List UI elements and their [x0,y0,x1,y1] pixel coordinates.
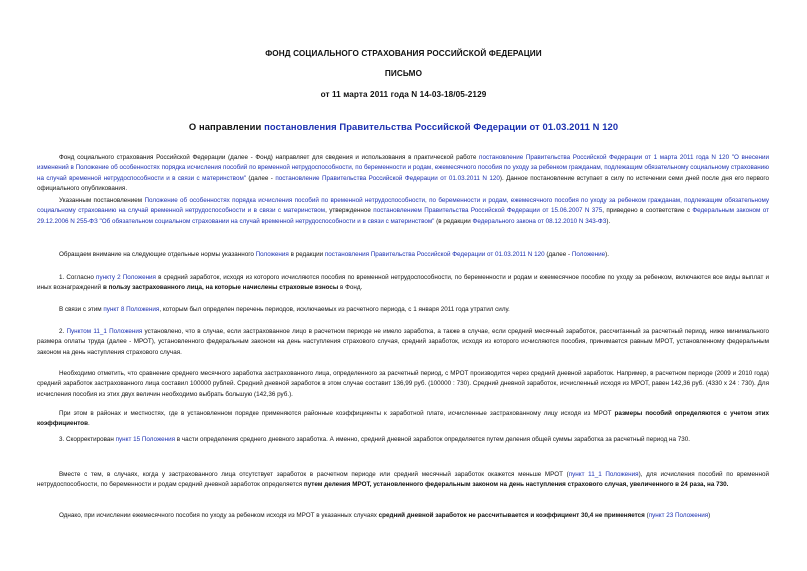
paragraph-text: ). [605,251,610,258]
paragraph-item-2-example [37,369,769,400]
paragraph-text: В связи с этим [59,306,104,313]
document-link[interactable]: Положение об особенностях порядка исчисления пособий по временной нетрудоспособности, по беременности и родам, ежемесячного пособия по уходу за ребенком гражданам, подлежащим обязательному социальному страхованию на случай временной нетрудоспособности и в связи с материнством [37,197,769,215]
paragraph-item-2-coefficients [37,409,769,430]
document-subject [0,121,807,132]
paragraph-text: Указанным постановлением [59,197,145,204]
emphasized-text: путем деления МРОТ, установленного федеральным законом на день наступления страхового случая, увеличенного в 24 раза, на 730. [303,481,729,489]
document-link[interactable]: пункт 8 Положения [103,306,160,313]
document-link[interactable]: Пунктом 11_1 Положения [66,328,143,335]
paragraph-text: в средний заработок, исходя из которого исчисляются пособия по временной нетрудоспособности, по беременности и родам и ежемесячное пособие по уходу за ребенком, включаются все виды выплат и иных вознаграждений [37,274,770,292]
paragraph-text: ). Данное постановление вступает в силу по истечении семи дней после дня его первого официального опубликования. [37,174,770,193]
organization-title: ФОНД СОЦИАЛЬНОГО СТРАХОВАНИЯ РОССИЙСКОЙ ФЕДЕРАЦИИ [265,49,542,58]
paragraph-text: в редакции [288,251,325,258]
paragraph-item-2 [37,327,769,358]
paragraph-text: ) [708,512,711,519]
emphasized-text: в пользу застрахованного лица, на которые начислены страховые взносы [102,284,339,292]
paragraph-regulation [37,196,769,227]
paragraph-text: ). [606,217,611,225]
emphasized-text: размеры пособий определяются с учетом этих коэффициентов [37,410,769,428]
paragraph-text: Необходимо отметить, что сравнение среднего месячного заработка застрахованного лица, определенного за расчетный период, с МРОТ производится через средний дневной заработок. Например, в расчетном периоде (2009 и 2010 года) средний заработок застрахованного лица составил 100000 рублей. Средний дневной заработок в этом случае составит 136,99 руб. (100000 : 730). Средний дневной заработок, исчисленный исходя из МРОТ, равен 142,36 руб. (4330 x 24 : 730). Для исчисления пособия из этих двух величин необходимо выбрать большую (142,36 руб.). [37,370,769,398]
paragraph-intro [37,153,769,195]
paragraph-item-3-childcare [37,511,769,521]
paragraph-text: (далее - [544,251,572,258]
paragraph-text: . [87,420,90,428]
paragraph-text: При этом в районах и местностях, где в установленном порядке применяются районные коэффициенты к заработной плате, исчисленные застрахованному лицу исходя из МРОТ [59,410,615,417]
paragraph-item-1 [37,273,769,294]
paragraph-item-3-mrot [37,470,769,491]
paragraph-text: ( [644,512,649,519]
paragraph-text: 1. Согласно [59,274,97,281]
document-link[interactable]: пункт 15 Положения [115,436,176,443]
paragraph-text: 3. Скорректирован [59,436,116,443]
document-link[interactable]: Федерального закона от 08.12.2010 N 343-ФЗ [472,217,607,225]
document-type: ПИСЬМО [384,69,423,78]
subject-prefix: О направлении [188,121,265,132]
paragraph-item-3 [37,435,769,445]
document-link[interactable]: Федеральным законом от 29.12.2006 N 255-ФЗ "Об обязательном социальном страховании на случай временной нетрудоспособности и в связи с материнством" [37,207,769,225]
document-link[interactable]: постановление Правительства Российской Федерации от 1 марта 2011 года N 120 "О внесении изменений в Положение об особенностях порядка исчисления пособий по временной нетрудоспособности, по беременности и родам, ежемесячного пособия по уходу за ребенком гражданам, подлежащим обязательному социальному страхованию на случай временной нетрудоспособности и в связи с материнством" [37,154,769,182]
document-number-date: от 11 марта 2011 года N 14-03-18/05-2129 [320,90,487,99]
paragraph-item-1-note [37,305,769,315]
document-link[interactable]: Положение [571,251,606,258]
document-link[interactable]: пункт 11_1 Положения [568,471,639,478]
paragraph-text: 2. [59,328,67,335]
paragraph-text: (далее - [246,174,276,182]
paragraph-text: Однако, при исчислении ежемесячного пособия по уходу за ребенком исходя из МРОТ в указанных случаях [59,512,379,519]
paragraph-text: в Фонд. [338,284,363,292]
subject-link[interactable]: постановления Правительства Российской Федерации от 01.03.2011 N 120 [264,121,619,132]
document-link[interactable]: постановления Правительства Российской Федерации от 01.03.2011 N 120 [324,251,545,258]
document-link[interactable]: постановление Правительства Российской Федерации от 01.03.2011 N 120 [275,174,500,182]
paragraph-attention [37,250,769,260]
paragraph-text: , утвержденное [325,207,374,215]
paragraph-text: Фонд социального страхования Российской Федерации (далее - Фонд) направляет для сведения и использования в практической работе [59,154,480,161]
paragraph-text: ), для исчисления пособий по временной нетрудоспособности, по беременности и родам средний дневной заработок определяется [37,471,769,489]
document-link[interactable]: пункт 23 Положения [648,512,709,519]
paragraph-text: Обращаем внимание на следующие отдельные нормы указанного [59,251,256,258]
paragraph-text: Вместе с тем, в случаях, когда у застрахованного лица отсутствует заработок в расчетном периоде или средний месячный заработок окажется меньше МРОТ ( [59,471,569,478]
paragraph-text: , которым был определен перечень периодов, исключаемых из расчетного периода, с 1 января 2011 года утратил силу. [159,306,510,313]
paragraph-text: , приведено в соответствие с [602,207,693,215]
document-link[interactable]: пункту 2 Положения [96,274,156,281]
emphasized-text: средний дневной заработок не рассчитывается и коэффициент 30,4 не применяется [378,512,645,519]
document-link[interactable]: Положения [255,251,289,258]
paragraph-text: (в редакции [434,217,473,225]
paragraph-text: установлено, что в случае, если застрахованное лицо в расчетном периоде не имело заработка, а также в случае, если средний месячный заработок, рассчитанный за расчетный период, ниже минимального размера оплаты труда (далее - МРОТ), установленного федеральным законом на день наступления страхового случая, средний заработок, исходя из которого исчисляются пособия, принимается равным МРОТ, установленному федеральным законом на день наступления страхового случая. [37,328,769,356]
paragraph-text: в части определения среднего дневного заработка. А именно, средний дневной заработок определяется путем деления общей суммы заработка за расчетный период на 730. [175,436,690,443]
document-link[interactable]: постановлением Правительства Российской Федерации от 15.06.2007 N 375 [373,207,603,215]
